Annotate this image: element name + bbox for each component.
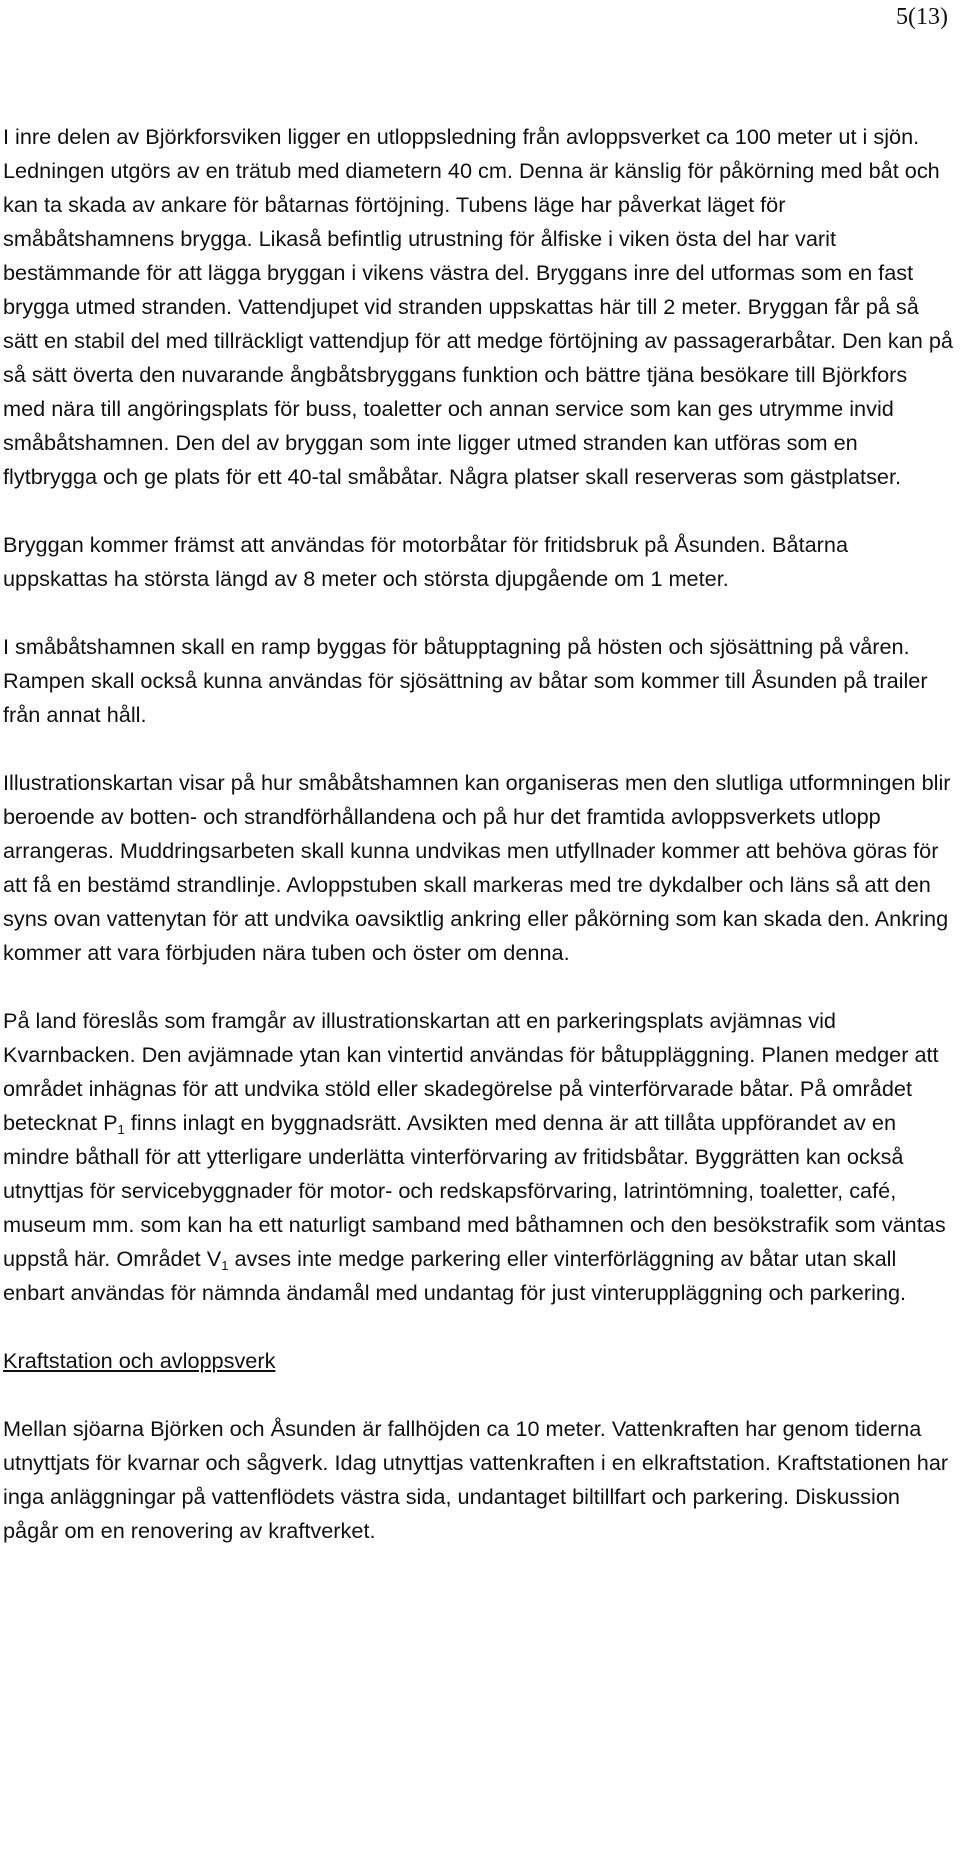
paragraph-parkeringsplats — [3, 1004, 953, 1310]
paragraph-motorbatar: Bryggan kommer främst att användas för motorbåtar för fritidsbruk på Åsunden. Båtarna uppskattas ha största längd av 8 meter och största djupgående om 1 meter. — [3, 532, 849, 591]
paragraph-kraftstation: Mellan sjöarna Björken och Åsunden är fallhöjden ca 10 meter. Vattenkraften har genom tiderna utnyttjats för kvarnar och sågverk. Idag utnyttjas vattenkraften i en elkraftstation. Kraftstationen har inga anläggningar på vattenflödets västra sida, undantaget biltillfart och parkering. Diskussion pågår om en renovering av kraftverket. — [3, 1416, 949, 1543]
paragraph-ramp: I småbåtshamnen skall en ramp byggas för båtupptagning på hösten och sjösättning på våren. Rampen skall också kunna användas för sjösättning av båtar som kommer till Åsunden på trailer från annat håll. — [3, 634, 928, 727]
paragraph-illustrationskartan: Illustrationskartan visar på hur småbåtshamnen kan organiseras men den slutliga utformningen blir beroende av botten- och strandförhållandena och på hur det framtida avloppsverkets utlopp arrangeras. Muddringsarbeten skall kunna undvikas men utfyllnader kommer att behöva göras för att få en bestämd strandlinje. Avloppstuben skall markeras med tre dykdalber och läns så att den syns ovan vattenytan för att undvika oavsiktlig ankring eller påkörning som kan skada den. Ankring kommer att vara förbjuden nära tuben och öster om denna. — [3, 770, 951, 965]
subscript-v1: 1 — [221, 1258, 229, 1273]
section-heading: Kraftstation och avloppsverk — [3, 1348, 276, 1373]
paragraph-parkeringsplats-part-a: På land föreslås som framgår av illustrationskartan att en parkeringsplats avjämnas vid Kvarnbacken. Den avjämnade ytan kan vintertid användas för båtuppläggning. Planen medger att området inhägnas för att undvika stöld eller skadegörelse på vinterförvarade båtar. På området betecknat P — [3, 1008, 939, 1135]
page-number: 5(13) — [896, 4, 948, 30]
subscript-p1: 1 — [117, 1122, 125, 1137]
paragraph-parkeringsplats-part-b: finns inlagt en byggnadsrätt. Avsikten med denna är att tillåta uppförandet av en mindre båthall för att ytterligare underlätta vinterförvaring av fritidsbåtar. Byggrätten kan också utnyttjas för servicebyggnader för motor- och redskapsförvaring, latrintömning, toaletter, café, museum mm. som kan ha ett naturligt samband med båthamnen och den besökstrafik som väntas uppstå här. Området V — [3, 1110, 946, 1271]
paragraph-brygga: I inre delen av Björkforsviken ligger en utloppsledning från avloppsverket ca 100 meter ut i sjön. Ledningen utgörs av en trätub med diametern 40 cm. Denna är känslig för påkörning med båt och kan ta skada av ankare för båtarnas förtöjning. Tubens läge har påverkat läget för småbåtshamnens brygga. Likaså befintlig utrustning för ålfiske i viken östa del har varit bestämmande för att lägga bryggan i vikens västra del. Bryggans inre del utformas som en fast brygga utmed stranden. Vattendjupet vid stranden uppskattas här till 2 meter. Bryggan får på så sätt en stabil del med tillräckligt vattendjup för att medge förtöjning av passagerarbåtar. Den kan på så sätt överta den nuvarande ångbåtsbryggans funktion och bättre tjäna besökare till Björkfors med nära till angöringsplats för buss, toaletter och annan service som kan ges utrymme invid småbåtshamnen. Den del av bryggan som inte ligger utmed stranden kan utföras som en flytbrygga och ge plats för ett 40-tal småbåtar. Några platser skall reserveras som gästplatser. — [3, 124, 953, 489]
document-body — [3, 120, 953, 1582]
paragraph-parkeringsplats-part-c: avses inte medge parkering eller vinterförläggning av båtar utan skall enbart användas för nämnda ändamål med undantag för just vinteruppläggning och parkering. — [3, 1246, 907, 1305]
